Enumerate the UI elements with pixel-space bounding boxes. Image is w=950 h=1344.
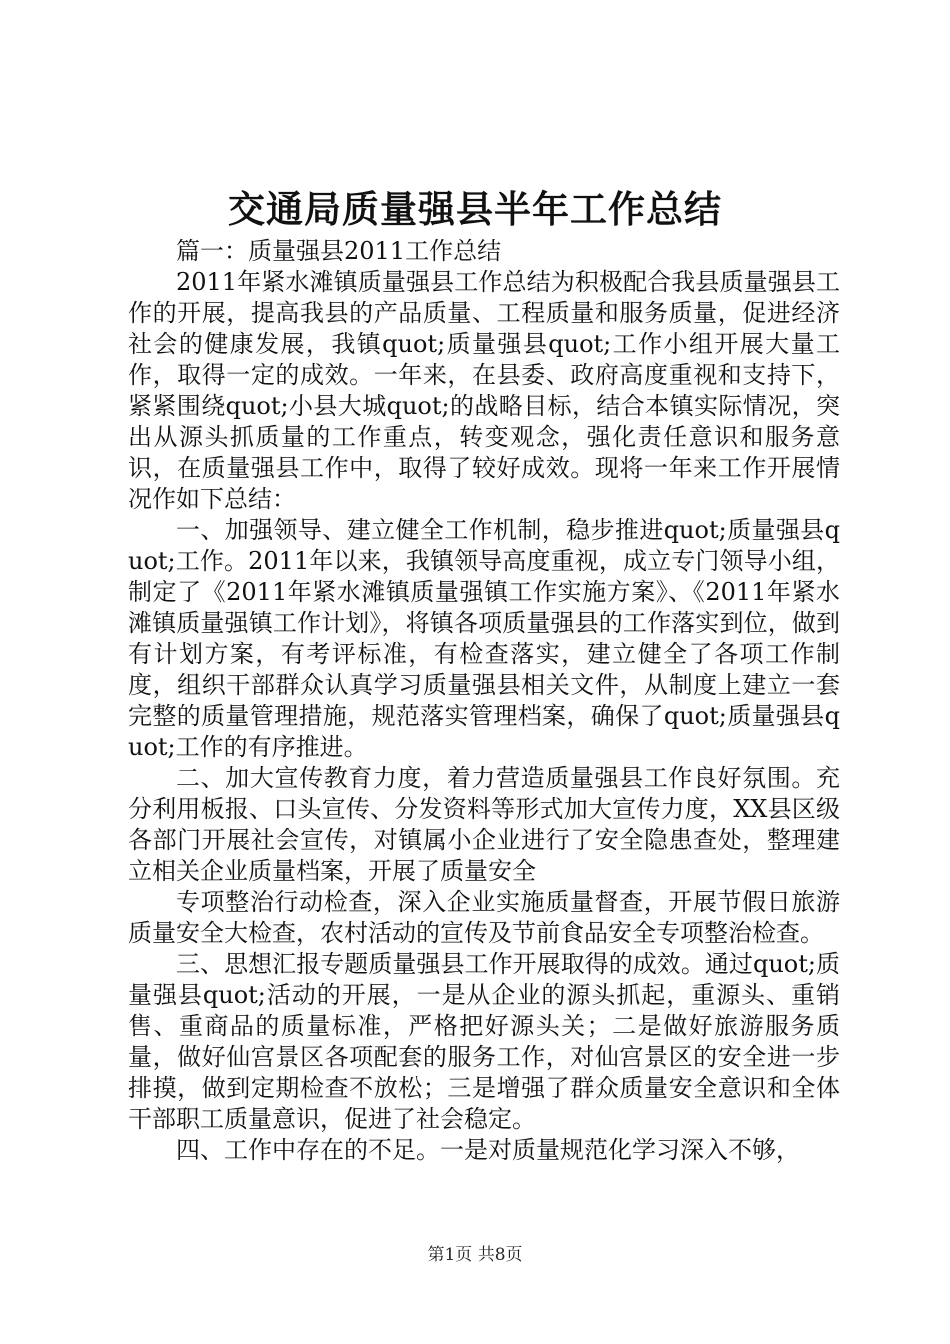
paragraph-intro: 2011年紧水滩镇质量强县工作总结为积极配合我县质量强县工作的开展，提高我县的产品质量、工程质量和服务质量，促进经济社会的健康发展，我镇quot;质量强县quot;工作小组开展大量工作，取得一定的成效。一年来，在县委、政府高度重视和支持下，紧紧围绕quot;小县大城quot;的战略目标，结合本镇实际情况，突出从源头抓质量的工作重点，转变观念，强化责任意识和服务意识，在质量强县工作中，取得了较好成效。现将一年来工作开展情况作如下总结： bbox=[128, 268, 840, 513]
document-title: 交通局质量强县半年工作总结 bbox=[228, 187, 722, 231]
section-subtitle: 篇一：质量强县2011工作总结 bbox=[176, 237, 502, 265]
paragraph-section-4: 四、工作中存在的不足。一是对质量规范化学习深入不够， bbox=[176, 1136, 800, 1164]
document-body bbox=[128, 236, 840, 1166]
paragraph-section-2: 二、加大宣传教育力度，着力营造质量强县工作良好氛围。充分利用板报、口头宣传、分发资料等形式加大宣传力度，XX县区级各部门开展社会宣传，对镇属小企业进行了安全隐患查处，整理建立相关企业质量档案，开展了质量安全 bbox=[128, 764, 840, 885]
paragraph-section-3: 三、思想汇报专题质量强县工作开展取得的成效。通过quot;质量强县quot;活动的开展，一是从企业的源头抓起，重源头、重销售、重商品的质量标准，严格把好源头关；二是做好旅游服务质量，做好仙宫景区各项配套的服务工作，对仙宫景区的安全进一步排摸，做到定期检查不放松；三是增强了群众质量安全意识和全体干部职工质量意识，促进了社会稳定。 bbox=[128, 950, 840, 1133]
paragraph-section-2-continued: 专项整治行动检查，深入企业实施质量督查，开展节假日旅游质量安全大检查，农村活动的宣传及节前食品安全专项整治检查。 bbox=[128, 888, 840, 947]
page-number-footer: 第1页 共8页 bbox=[427, 1245, 523, 1265]
paragraph-section-1: 一、加强领导、建立健全工作机制，稳步推进quot;质量强县quot;工作。2011年以来，我镇领导高度重视，成立专门领导小组，制定了《2011年紧水滩镇质量强镇工作实施方案》、《2011年紧水滩镇质量强镇工作计划》，将镇各项质量强县的工作落实到位，做到有计划方案，有考评标准，有检查落实，建立健全了各项工作制度，组织干部群众认真学习质量强县相关文件，从制度上建立一套完整的质量管理措施，规范落实管理档案，确保了quot;质量强县quot;工作的有序推进。 bbox=[128, 516, 840, 761]
